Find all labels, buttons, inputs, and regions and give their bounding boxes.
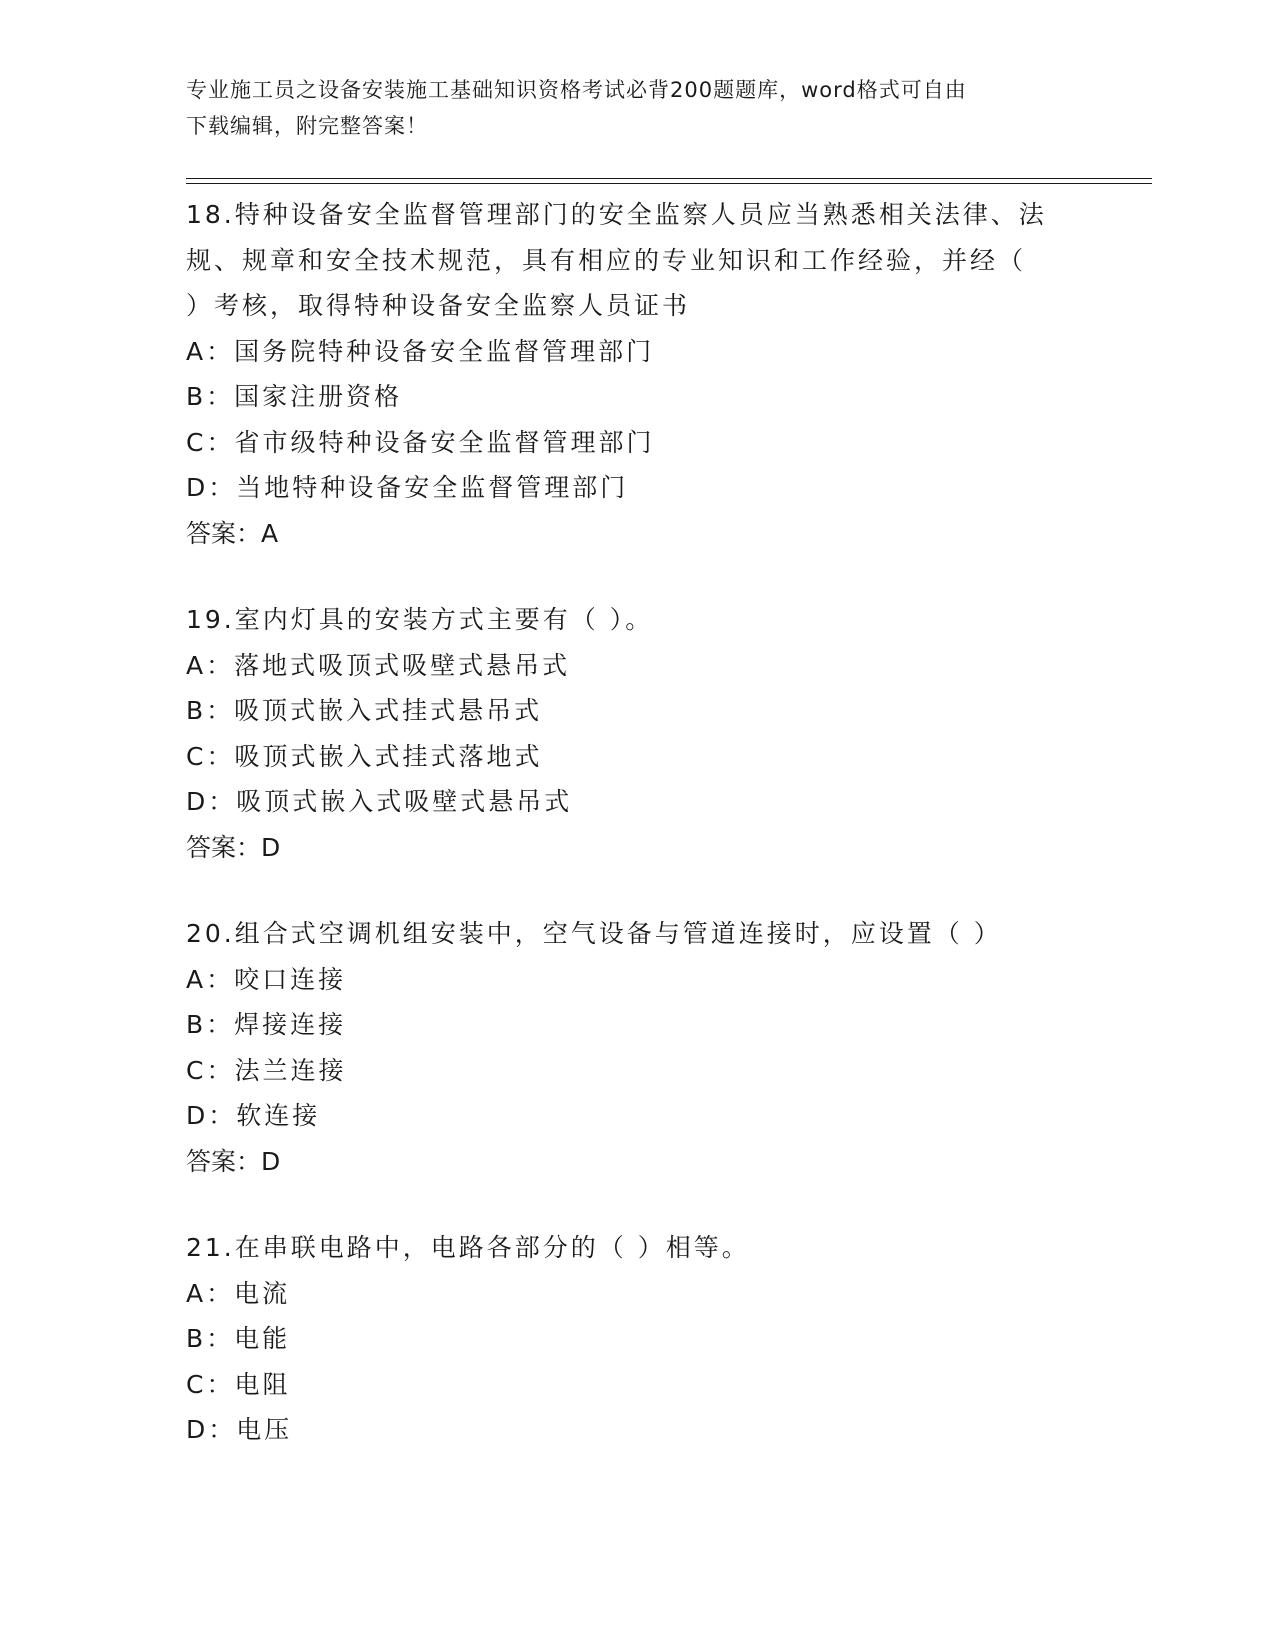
option-c: C：吸顶式嵌入式挂式落地式 bbox=[186, 741, 543, 771]
option-a: A：国务院特种设备安全监督管理部门 bbox=[186, 336, 655, 366]
header-line-2: 下载编辑，附完整答案！ bbox=[186, 114, 428, 138]
header-divider-top bbox=[186, 178, 1152, 179]
question-list bbox=[186, 192, 1086, 1494]
question-19 bbox=[186, 597, 1086, 870]
question-18 bbox=[186, 192, 1086, 556]
question-20 bbox=[186, 911, 1086, 1184]
answer-value: A bbox=[261, 518, 279, 548]
question-stem-line: 19.室内灯具的安装方式主要有（ ）。 bbox=[186, 605, 654, 634]
option-d: D：电压 bbox=[186, 1415, 293, 1444]
option-c: C：省市级特种设备安全监督管理部门 bbox=[186, 427, 655, 457]
answer-line bbox=[186, 1139, 1086, 1185]
answer-line bbox=[186, 825, 1086, 871]
option-a: A：落地式吸顶式吸壁式悬吊式 bbox=[186, 650, 571, 680]
answer-line bbox=[186, 511, 1086, 557]
document-header bbox=[186, 72, 1086, 144]
question-stem-line: ）考核，取得特种设备安全监察人员证书 bbox=[186, 291, 691, 320]
option-b: B：焊接连接 bbox=[186, 1010, 347, 1039]
option-d: D：软连接 bbox=[186, 1101, 321, 1130]
option-b: B：电能 bbox=[186, 1324, 291, 1353]
question-21 bbox=[186, 1225, 1086, 1453]
question-stem-line: 规、规章和安全技术规范，具有相应的专业知识和工作经验，并经（ bbox=[186, 245, 1027, 275]
question-stem-line: 21.在串联电路中，电路各部分的（ ）相等。 bbox=[186, 1233, 750, 1262]
question-stem-line: 18.特种设备安全监督管理部门的安全监察人员应当熟悉相关法律、法 bbox=[186, 200, 1047, 229]
answer-label: 答案： bbox=[186, 832, 262, 862]
answer-value: D bbox=[261, 1146, 281, 1176]
option-b: B：国家注册资格 bbox=[186, 382, 403, 411]
option-c: C：电阻 bbox=[186, 1369, 291, 1399]
answer-label: 答案： bbox=[186, 1146, 262, 1176]
option-a: A：电流 bbox=[186, 1278, 291, 1308]
question-stem-line: 20.组合式空调机组安装中，空气设备与管道连接时，应设置（ ） bbox=[186, 919, 1002, 948]
option-b: B：吸顶式嵌入式挂式悬吊式 bbox=[186, 696, 543, 725]
option-c: C：法兰连接 bbox=[186, 1055, 347, 1085]
header-divider-bottom bbox=[186, 183, 1152, 184]
answer-value: D bbox=[261, 832, 281, 862]
option-d: D：当地特种设备安全监督管理部门 bbox=[186, 473, 629, 502]
header-line-1: 专业施工员之设备安装施工基础知识资格考试必背200题题库，word格式可自由 bbox=[186, 78, 967, 102]
answer-label: 答案： bbox=[186, 518, 262, 548]
option-d: D：吸顶式嵌入式吸壁式悬吊式 bbox=[186, 787, 573, 816]
option-a: A：咬口连接 bbox=[186, 964, 347, 994]
